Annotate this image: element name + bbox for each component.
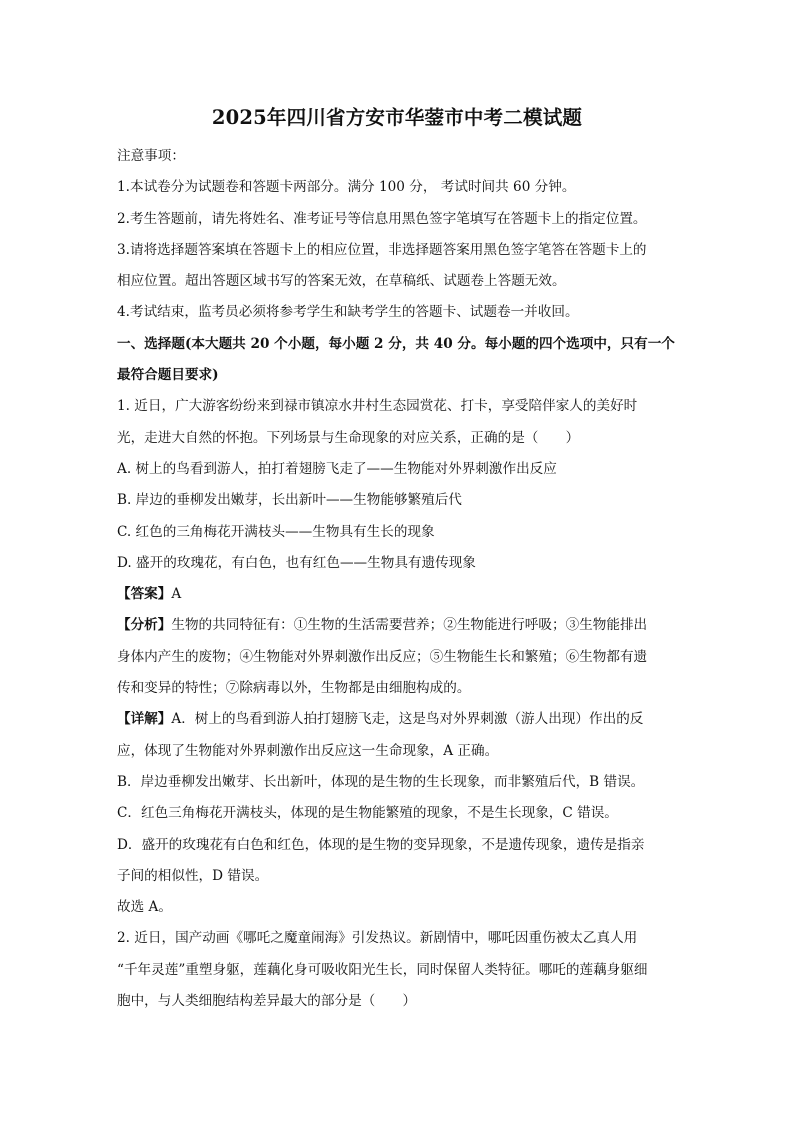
section-heading: 一、选择题(本大题共 20 个小题，每小题 2 分，共 40 分。每小题的四个选项中，只有一个 xyxy=(117,335,675,352)
analysis-text-cont: 身体内产生的废物；④生物能对外界刺激作出反应；⑤生物能生长和繁殖；⑥生物都有遗 xyxy=(117,648,648,665)
question-1-stem: 1. 近日，广大游客纷纷来到禄市镇凉水井村生态园赏花、打卡，享受陪伴家人的美好时 xyxy=(117,398,638,415)
answer-tag: 【答案】 xyxy=(117,586,172,603)
detail-text-d-cont: 子间的相似性，D 错误。 xyxy=(117,867,269,884)
analysis-line xyxy=(117,610,677,641)
section-heading-cont: 最符合题目要求) xyxy=(117,367,219,384)
answer-value: A xyxy=(171,586,182,603)
analysis-text: 生物的共同特征有：①生物的生活需要营养；②生物能进行呼吸；③生物能排出 xyxy=(171,617,648,634)
analysis-tag: 【分析】 xyxy=(117,617,172,634)
notice-item: 3.请将选择题答案填在答题卡上的相应位置，非选择题答案用黑色签字笔答在答题卡上的 xyxy=(117,241,647,258)
answer-line xyxy=(117,579,677,610)
question-2-stem-cont: “千年灵莲”重塑身躯，莲藕化身可吸收阳光生长，同时保留人类特征。哪吒的莲藕身躯细 xyxy=(117,961,648,978)
detail-line xyxy=(117,704,677,735)
question-2-stem: 2. 近日，国产动画《哪吒之魔童闹海》引发热议。新剧情中，哪吒因重伤被太乙真人用 xyxy=(117,930,638,947)
analysis-text-cont: 传和变异的特性；⑦除病毒以外，生物都是由细胞构成的。 xyxy=(117,680,471,697)
detail-text-c: C．红色三角梅花开满枝头，体现的是生物能繁殖的现象，不是生长现象，C 错误。 xyxy=(117,805,618,822)
conclusion: 故选 A。 xyxy=(117,899,172,916)
detail-tag: 【详解】 xyxy=(117,711,172,728)
notice-item: 1.本试卷分为试题卷和答题卡两部分。满分 100 分， 考试时间共 60 分钟。 xyxy=(117,179,576,196)
option-b: B. 岸边的垂柳发出嫩芽，长出新叶——生物能够繁殖后代 xyxy=(117,492,462,509)
document-body xyxy=(117,141,677,1017)
notice-item: 相应位置。超出答题区域书写的答案无效，在草稿纸、试题卷上答题无效。 xyxy=(117,273,566,290)
option-c: C. 红色的三角梅花开满枝头——生物具有生长的现象 xyxy=(117,523,435,540)
detail-text-b: B．岸边垂柳发出嫩芽、长出新叶，体现的是生物的生长现象，而非繁殖后代，B 错误。 xyxy=(117,773,645,790)
question-2-stem-cont: 胞中，与人类细胞结构差异最大的部分是（ ） xyxy=(117,993,417,1010)
notice-item: 4.考试结束，监考员必须将参考学生和缺考学生的答题卡、试题卷一并收回。 xyxy=(117,304,579,321)
question-1-stem-cont: 光，走进大自然的怀抱。下列场景与生命现象的对应关系，正确的是（ ） xyxy=(117,429,580,446)
detail-text: A．树上的鸟看到游人拍打翅膀飞走，这是鸟对外界刺激（游人出现）作出的反 xyxy=(171,711,644,728)
page-title: 2025年四川省方安市华蓥市中考二模试题 xyxy=(211,106,583,129)
detail-text-d: D．盛开的玫瑰花有白色和红色，体现的是生物的变异现象，不是遗传现象，遗传是指亲 xyxy=(117,836,645,853)
detail-text-cont: 应，体现了生物能对外界刺激作出反应这一生命现象，A 正确。 xyxy=(117,742,499,759)
notice-heading: 注意事项： xyxy=(117,148,185,164)
option-d: D. 盛开的玫瑰花，有白色，也有红色——生物具有遗传现象 xyxy=(117,554,476,571)
notice-item: 2.考生答题前，请先将姓名、准考证号等信息用黑色签字笔填写在答题卡上的指定位置。 xyxy=(117,210,647,227)
option-a: A. 树上的鸟看到游人，拍打着翅膀飞走了——生物能对外界刺激作出反应 xyxy=(117,460,557,477)
